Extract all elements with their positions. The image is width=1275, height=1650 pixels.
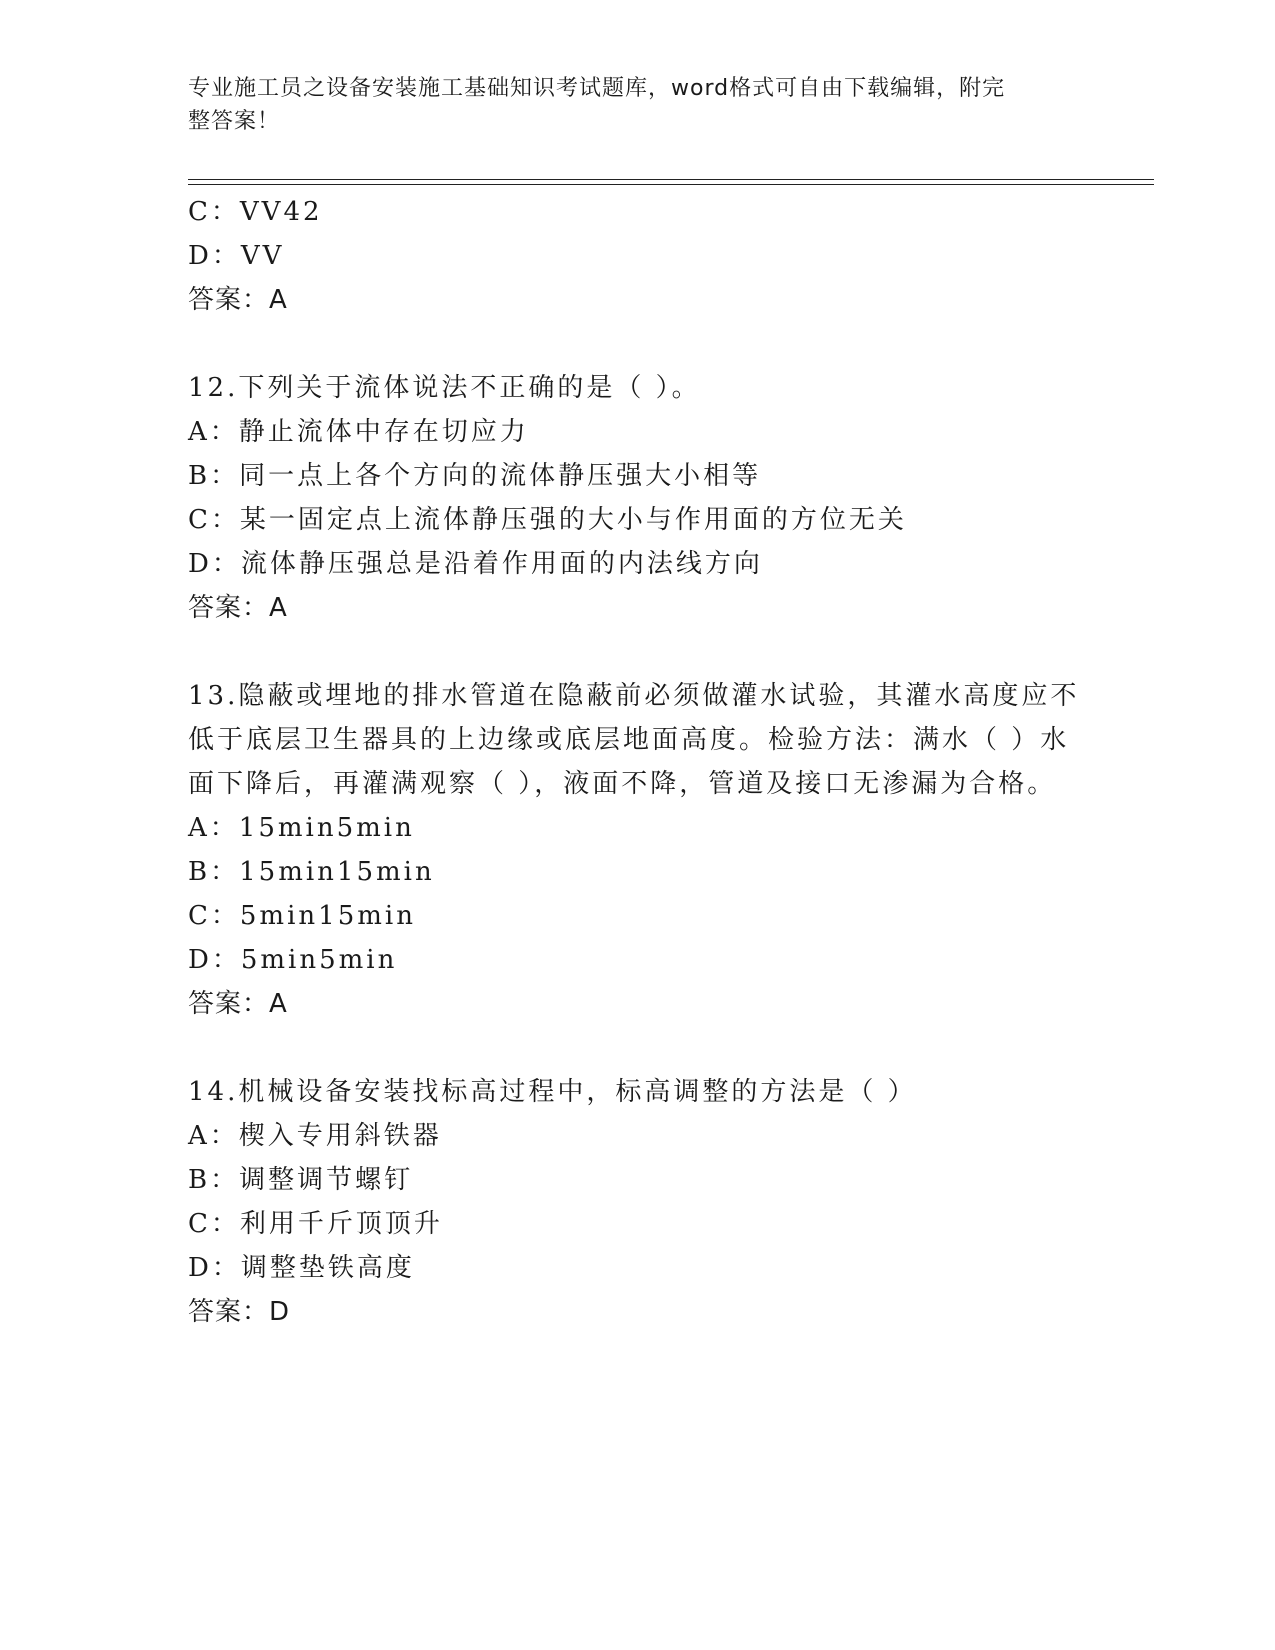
q12-option-d: D：流体静压强总是沿着作用面的内法线方向 (188, 549, 763, 579)
header-line-2: 整答案！ (188, 109, 281, 134)
q14-question: 14.机械设备安装找标高过程中，标高调整的方法是（ ） (188, 1077, 917, 1107)
q13-question-line-3: 面下降后，再灌满观察（ ），液面不降，管道及接口无渗漏为合格。 (188, 769, 1057, 799)
q13-answer: 答案：A (188, 989, 288, 1019)
q14-answer: 答案：D (188, 1297, 291, 1327)
q13-option-c: C：5min15min (188, 901, 416, 931)
q12-option-a: A：静止流体中存在切应力 (188, 417, 529, 447)
header-line-1: 专业施工员之设备安装施工基础知识考试题库，word格式可自由下载编辑，附完 (188, 76, 1006, 101)
header-divider-bottom (188, 184, 1154, 185)
q12-option-b: B：同一点上各个方向的流体静压强大小相等 (188, 461, 762, 491)
q13-option-a: A：15min5min (188, 813, 415, 843)
q13-option-d: D：5min5min (188, 945, 398, 975)
q13-question-line-1: 13.隐蔽或埋地的排水管道在隐蔽前必须做灌水试验，其灌水高度应不 (188, 681, 1080, 711)
q11-option-c: C：VV42 (188, 197, 323, 227)
q12-question: 12.下列关于流体说法不正确的是（ ）。 (188, 373, 701, 403)
q13-question-line-2: 低于底层卫生器具的上边缘或底层地面高度。检验方法：满水（ ）水 (188, 725, 1070, 755)
q14-option-a: A：楔入专用斜铁器 (188, 1121, 442, 1151)
q11-answer: 答案：A (188, 285, 288, 315)
q14-option-c: C：利用千斤顶顶升 (188, 1209, 443, 1239)
header-divider-top (188, 179, 1154, 180)
document-header (188, 72, 1088, 138)
q13-option-b: B：15min15min (188, 857, 435, 887)
q12-option-c: C：某一固定点上流体静压强的大小与作用面的方位无关 (188, 505, 907, 535)
q14-option-d: D：调整垫铁高度 (188, 1253, 415, 1283)
q14-option-b: B：调整调节螺钉 (188, 1165, 414, 1195)
q12-answer: 答案：A (188, 593, 288, 623)
q11-option-d: D：VV (188, 241, 285, 271)
